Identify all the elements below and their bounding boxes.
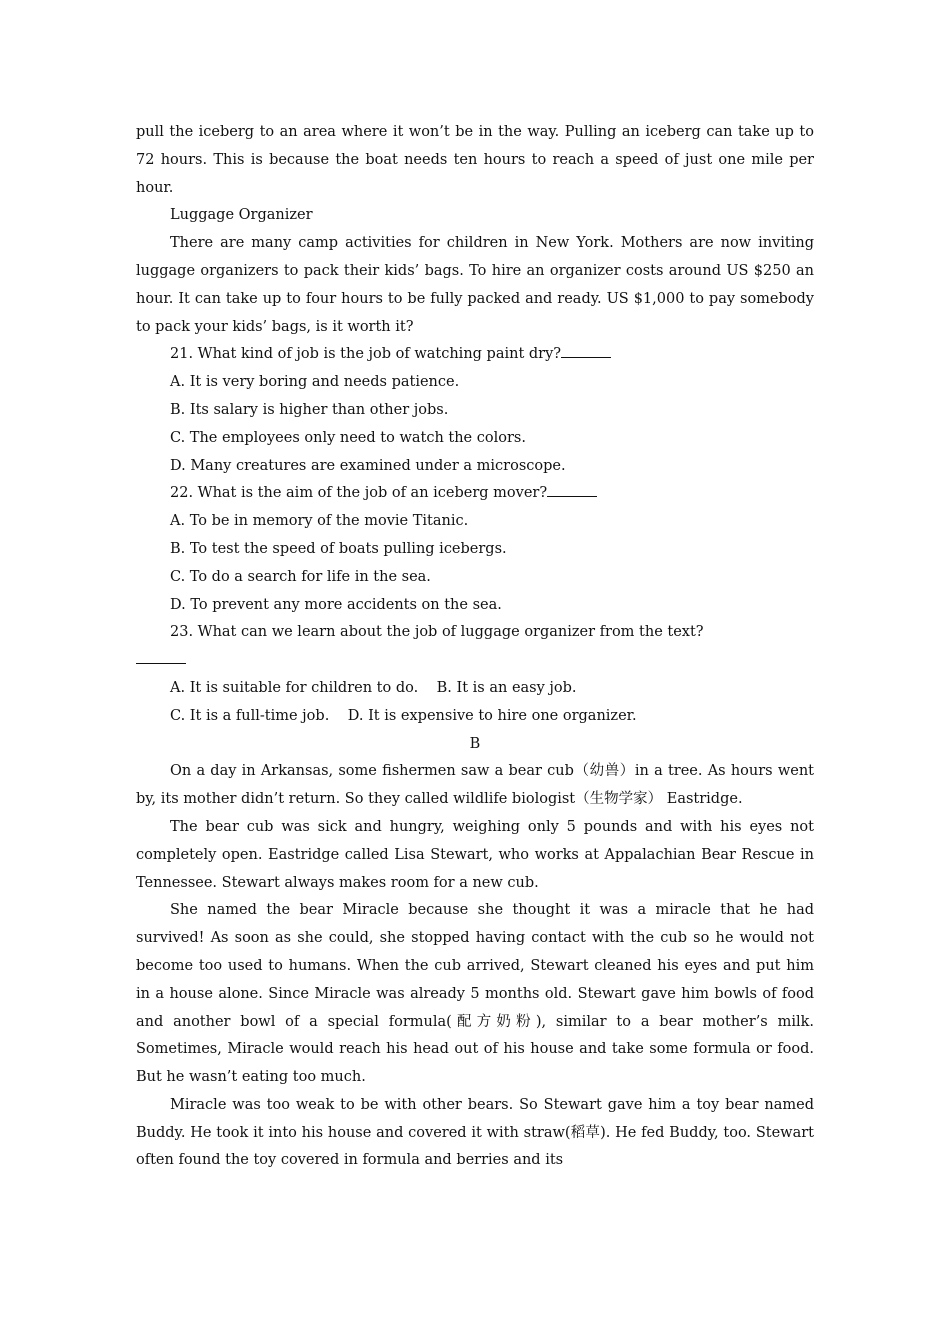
answer-blank[interactable] bbox=[561, 343, 611, 358]
question-22-stem: 22. What is the aim of the job of an iceberg mover? bbox=[136, 480, 814, 508]
question-21-option-a: A. It is very boring and needs patience. bbox=[170, 374, 460, 391]
question-21-option-d: D. Many creatures are examined under a microscope. bbox=[170, 457, 566, 474]
passage-b-paragraph-3: She named the bear Miracle because she thought it was a miracle that he had survived! As soon as she could, she stopped having contact with the cub so he would not become too used to humans. When the cub arrived, Stewart cleaned his eyes and put him in a house alone. Since Miracle was already 5 months old. Stewart gave him bowls of food and another bowl of a special formula(配方奶粉), similar to a bear mother’s milk. Sometimes, Miracle would reach his head out of his house and take some formula or food. But he wasn’t eating too much. bbox=[136, 902, 814, 1086]
document-page bbox=[136, 119, 814, 1175]
question-22-option-b: B. To test the speed of boats pulling icebergs. bbox=[170, 540, 507, 557]
passage-b-label: B bbox=[469, 735, 481, 752]
passage-b-paragraph-4: Miracle was too weak to be with other bears. So Stewart gave him a toy bear named Buddy. He took it into his house and covered it with straw(稻草). He fed Buddy, too. Stewart often found the toy covered in formula and berries and its bbox=[136, 1096, 814, 1169]
passage-b-paragraph-2: The bear cub was sick and hungry, weighing only 5 pounds and with his eyes not completely open. Eastridge called Lisa Stewart, who works at Appalachian Bear Rescue in Tennessee. Stewart always makes room for a new cub. bbox=[136, 818, 814, 891]
question-21-stem: 21. What kind of job is the job of watching paint dry? bbox=[136, 341, 814, 369]
question-21-option-b: B. Its salary is higher than other jobs. bbox=[170, 401, 449, 418]
answer-blank[interactable] bbox=[136, 649, 186, 664]
answer-blank[interactable] bbox=[547, 482, 597, 497]
question-23-options-row-2: C. It is a full-time job. D. It is expensive to hire one organizer. bbox=[170, 707, 637, 724]
question-23-stem: 23. What can we learn about the job of luggage organizer from the text? bbox=[136, 619, 814, 675]
question-22-option-d: D. To prevent any more accidents on the sea. bbox=[170, 596, 502, 613]
question-22-option-a: A. To be in memory of the movie Titanic. bbox=[170, 513, 469, 530]
question-22-option-c: C. To do a search for life in the sea. bbox=[170, 568, 431, 585]
luggage-heading: Luggage Organizer bbox=[170, 207, 313, 224]
iceberg-paragraph-end: pull the iceberg to an area where it won’t be in the way. Pulling an iceberg can take up to 72 hours. This is because the boat needs ten hours to reach a speed of just one mile per hour. bbox=[136, 124, 814, 196]
passage-b-paragraph-1: On a day in Arkansas, some fishermen saw a bear cub（幼兽）in a tree. As hours went by, its mother didn’t return. So they called wildlife biologist（生物学家） Eastridge. bbox=[136, 763, 814, 808]
question-21-option-c: C. The employees only need to watch the colors. bbox=[170, 429, 526, 446]
luggage-paragraph: There are many camp activities for children in New York. Mothers are now inviting luggage organizers to pack their kids’ bags. To hire an organizer costs around US $250 an hour. It can take up to four hours to be fully packed and ready. US $1,000 to pay somebody to pack your kids’ bags, is it worth it? bbox=[136, 235, 814, 335]
question-23-options-row-1: A. It is suitable for children to do. B. It is an easy job. bbox=[170, 679, 577, 696]
